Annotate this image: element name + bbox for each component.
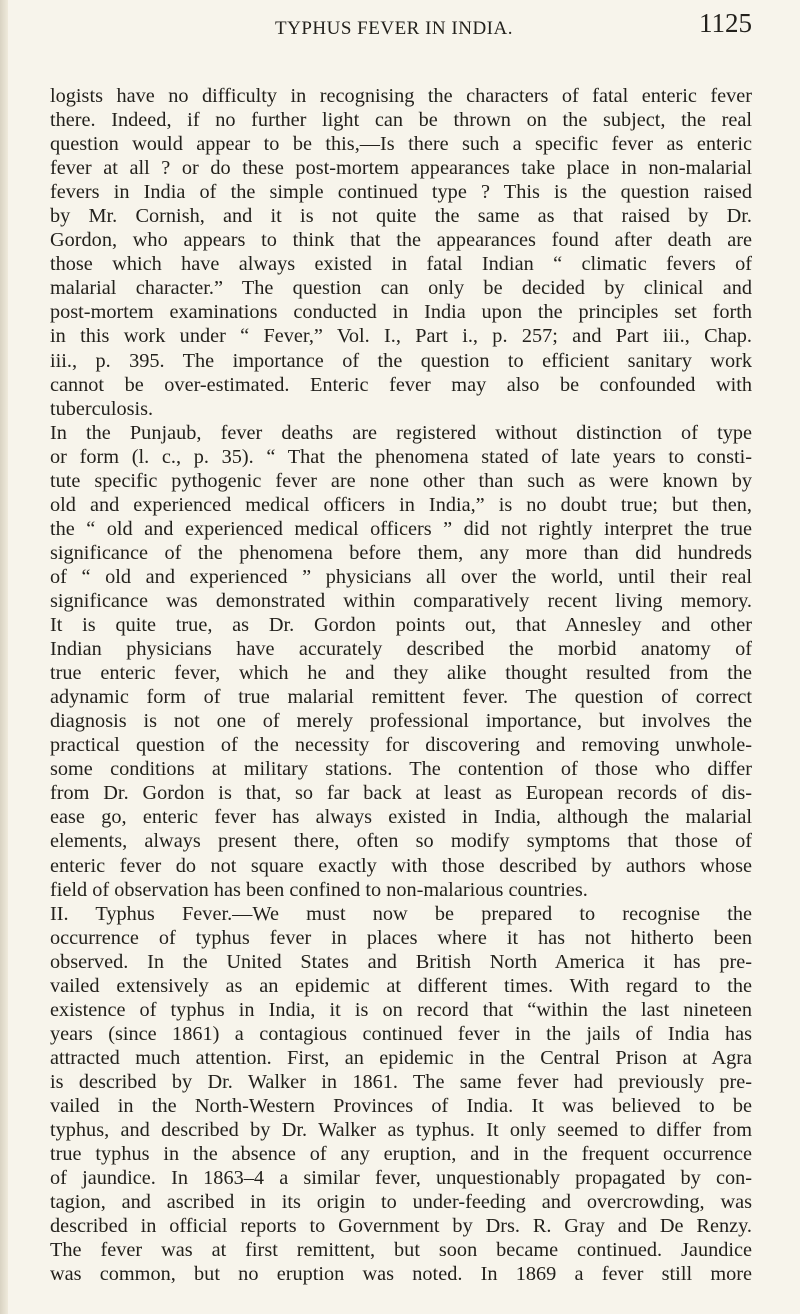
text-line: of jaundice. In 1863–4 a similar fever, unquestionably propagated by con-: [50, 1167, 752, 1190]
text-line: The fever was at first remittent, but soon became continued. Jaundice: [50, 1239, 752, 1262]
text-line: question would appear to be this,—Is there such a specific fever as enteric: [50, 133, 752, 156]
text-line: attracted much attention. First, an epidemic in the Central Prison at Agra: [50, 1046, 752, 1069]
text-line: tagion, and ascribed in its origin to under-feeding and overcrowding, was: [50, 1191, 752, 1214]
text-line: ease go, enteric fever has always existed in India, although the malarial: [50, 806, 752, 829]
text-line: tuberculosis.: [50, 397, 154, 420]
text-line: enteric fever do not square exactly with those described by authors whose: [50, 854, 752, 877]
running-head: TYPHUS FEVER IN INDIA.: [275, 18, 513, 39]
text-line: old and experienced medical officers in India,” is no doubt true; but then,: [50, 493, 752, 516]
text-line: was common, but no eruption was noted. In 1869 a fever still more: [50, 1263, 752, 1286]
text-line: by Mr. Cornish, and it is not quite the same as that raised by Dr.: [50, 205, 752, 228]
text-line: vailed in the North-Western Provinces of India. It was believed to be: [50, 1094, 752, 1117]
text-line: fever at all ? or do these post-mortem appearances take place in non-malarial: [50, 157, 752, 180]
text-line: those which have always existed in fatal Indian “ climatic fevers of: [50, 253, 752, 276]
text-line: from Dr. Gordon is that, so far back at least as European records of dis-: [50, 782, 752, 805]
text-line: malarial character.” The question can only be decided by clinical and: [50, 277, 752, 300]
text-line: elements, always present there, often so modify symptoms that those of: [50, 830, 752, 853]
text-line: Indian physicians have accurately described the morbid anatomy of: [50, 638, 752, 661]
text-line: the “ old and experienced medical officers ” did not rightly interpret the true: [50, 517, 752, 540]
text-line: iii., p. 395. The importance of the question to efficient sanitary work: [50, 349, 752, 372]
text-line: true typhus in the absence of any eruption, and in the frequent occurrence: [50, 1143, 752, 1166]
text-line: post-mortem examinations conducted in India upon the principles set forth: [50, 301, 752, 324]
text-line: significance was demonstrated within comparatively recent living memory.: [50, 589, 752, 612]
body-text: [50, 84, 752, 1286]
text-line: there. Indeed, if no further light can be thrown on the subject, the real: [50, 109, 752, 132]
page-number: 1125: [699, 8, 752, 38]
page-header: [36, 6, 752, 46]
text-line: significance of the phenomena before them, any more than did hundreds: [50, 541, 752, 564]
text-line: described in official reports to Government by Drs. R. Gray and De Renzy.: [50, 1215, 752, 1238]
text-line: occurrence of typhus fever in places where it has not hitherto been: [50, 926, 752, 949]
text-line: cannot be over-estimated. Enteric fever may also be confounded with: [50, 373, 752, 396]
text-line: II. Typhus Fever.—We must now be prepared to recognise the: [50, 902, 752, 925]
text-line: diagnosis is not one of merely professional importance, but involves the: [50, 710, 752, 733]
text-line: typhus, and described by Dr. Walker as typhus. It only seemed to differ from: [50, 1119, 752, 1142]
text-line: logists have no difficulty in recognising the characters of fatal enteric fever: [50, 85, 752, 107]
text-line: tute specific pythogenic fever are none other than such as were known by: [50, 469, 752, 492]
text-line: fevers in India of the simple continued type ? This is the question raised: [50, 181, 752, 204]
page-gutter-shadow: [0, 0, 8, 1314]
text-line: field of observation has been confined to non-malarious countries.: [50, 878, 588, 901]
text-line: adynamic form of true malarial remittent fever. The question of correct: [50, 686, 752, 709]
text-line: vailed extensively as an epidemic at different times. With regard to the: [50, 974, 752, 997]
text-line: Gordon, who appears to think that the appearances found after death are: [50, 229, 752, 252]
text-line: observed. In the United States and British North America it has pre-: [50, 950, 752, 973]
text-line: in this work under “ Fever,” Vol. I., Part i., p. 257; and Part iii., Chap.: [50, 325, 752, 348]
text-line: It is quite true, as Dr. Gordon points out, that Annesley and other: [50, 614, 752, 637]
text-line: years (since 1861) a contagious continued fever in the jails of India has: [50, 1022, 752, 1045]
text-line: In the Punjaub, fever deaths are registered without distinction of type: [50, 421, 752, 444]
text-line: true enteric fever, which he and they alike thought resulted from the: [50, 662, 752, 685]
text-line: of “ old and experienced ” physicians all over the world, until their real: [50, 565, 752, 588]
text-line: existence of typhus in India, it is on record that “within the last nineteen: [50, 998, 752, 1021]
text-line: some conditions at military stations. The contention of those who differ: [50, 758, 752, 781]
text-line: or form (l. c., p. 35). “ That the phenomena stated of late years to consti-: [50, 445, 752, 468]
text-line: practical question of the necessity for discovering and removing unwhole-: [50, 734, 752, 757]
text-line: is described by Dr. Walker in 1861. The same fever had previously pre-: [50, 1070, 752, 1093]
